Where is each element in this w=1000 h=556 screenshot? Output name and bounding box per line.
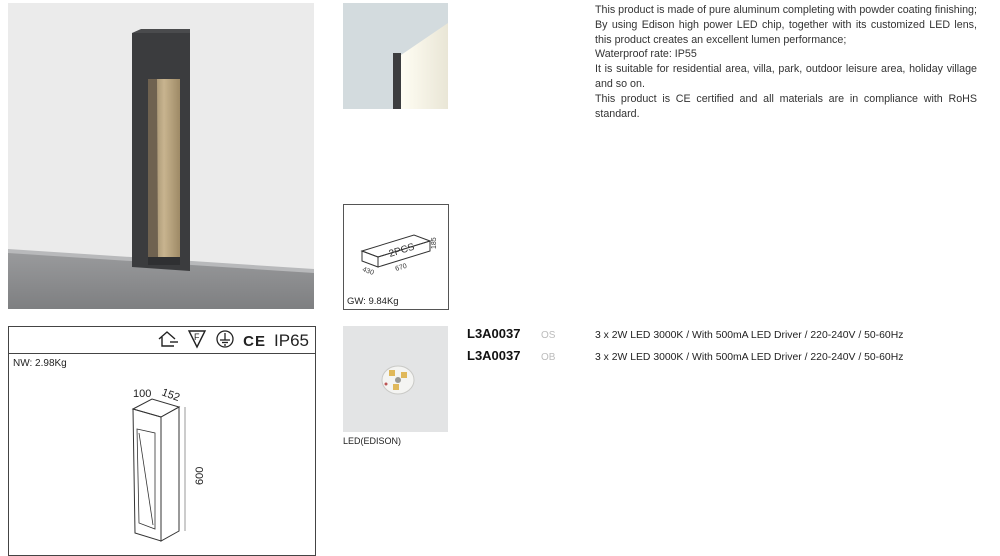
model-spec: 3 x 2W LED 3000K / With 500mA LED Driver / 220-240V / 50-60Hz — [595, 330, 904, 341]
model-code: L3A0037 — [467, 348, 521, 363]
package-dim-height: 185 — [431, 237, 438, 249]
ce-mark: CE — [243, 332, 267, 350]
package-count: 2PCS — [387, 241, 416, 260]
package-dim-length: 670 — [394, 262, 408, 273]
model-finish: OB — [541, 352, 556, 363]
model-finish: OS — [541, 330, 556, 341]
description-line: This product is made of pure aluminum completing with powder coating finishing; — [595, 4, 977, 16]
description-line: By using Edison high power LED chip, together with its customized LED lens, this product creates an excellent lumen performance; — [595, 18, 977, 46]
product-photo — [8, 3, 314, 309]
model-row — [467, 348, 903, 364]
package-box — [343, 204, 449, 310]
dimension-drawing — [9, 327, 315, 555]
led-caption: LED(EDISON) — [343, 436, 402, 446]
description-line: Waterproof rate: IP55 — [595, 48, 697, 61]
width-dimension: 100 — [133, 388, 152, 400]
depth-dimension: 152 — [159, 386, 182, 405]
package-dim-width: 430 — [361, 266, 375, 277]
model-code: L3A0037 — [467, 326, 521, 341]
ip-rating: IP65 — [274, 331, 309, 350]
model-spec: 3 x 2W LED 3000K / With 500mA LED Driver / 220-240V / 50-60Hz — [595, 352, 904, 363]
spec-drawing-box — [8, 326, 316, 556]
height-dimension: 600 — [194, 466, 206, 485]
svg-text:F: F — [194, 331, 200, 342]
net-weight: NW: 2.98Kg — [13, 358, 67, 369]
led-chip-image — [343, 326, 448, 432]
model-row — [467, 326, 903, 342]
beam-pattern-image — [343, 3, 448, 109]
description-line: It is suitable for residential area, villa, park, outdoor leisure area, holiday village and so on. — [595, 63, 977, 90]
gross-weight: GW: 9.84Kg — [347, 296, 399, 307]
product-description — [595, 3, 977, 121]
description-line: This product is CE certified and all materials are in compliance with RoHS standard. — [595, 92, 977, 120]
package-drawing — [344, 205, 448, 293]
